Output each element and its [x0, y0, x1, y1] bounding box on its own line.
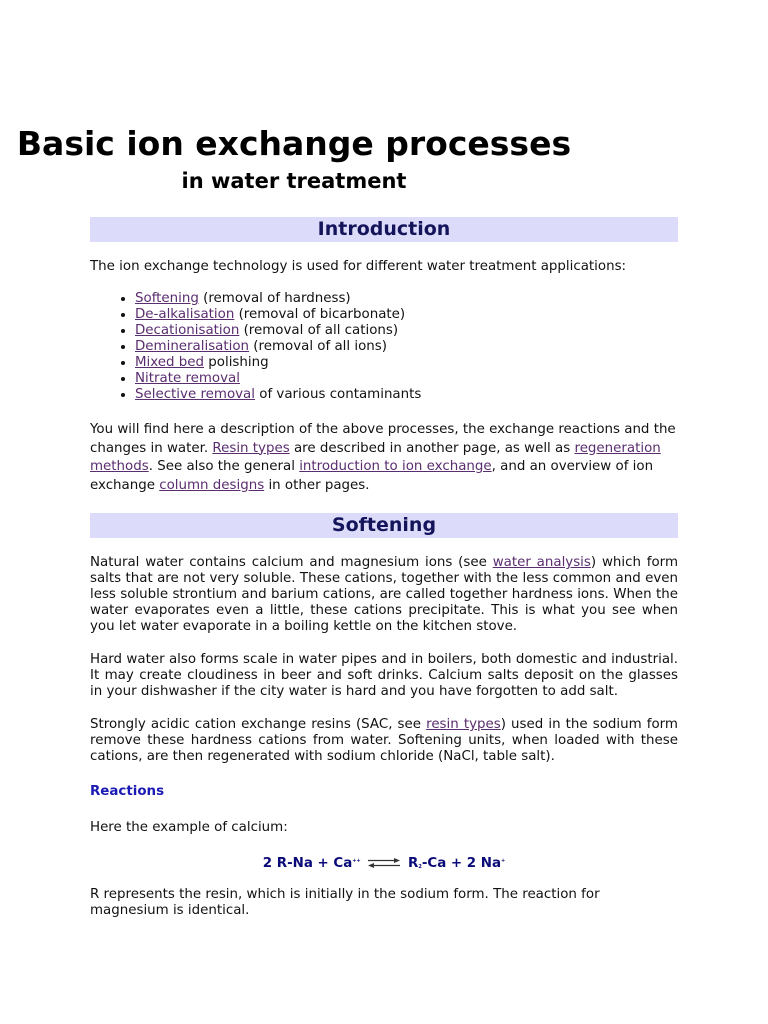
list-item: • Mixed bed polishing: [135, 355, 678, 371]
applications-list: [90, 291, 678, 403]
equilibrium-arrow-icon: [367, 857, 401, 869]
list-item: • Demineralisation (removal of all ions): [135, 339, 678, 355]
softening-paragraph-1: Natural water contains calcium and magnesium ions (see water analysis) which form salts that are not very soluble. These cations, together with the less common and even less soluble strontium and barium cations, are called together hardness ions. When the water evaporates even a little, these cations precipitate. This is what you see when you let water evaporate in a boiling kettle on the kitchen stove.: [90, 555, 678, 634]
page-title: Basic ion exchange processes: [16, 124, 572, 163]
page-subtitle: in water treatment: [181, 169, 407, 193]
link-resin-types[interactable]: Resin types: [212, 440, 290, 456]
softening-paragraph-3: Strongly acidic cation exchange resins (SAC, see resin types) used in the sodium form remove these hardness cations from water. Softening units, when loaded with these cations, are then regenerated with sodium chloride (NaCl, table salt).: [90, 717, 678, 764]
intro-paragraph: You will find here a description of the above processes, the exchange reactions and the changes in water. Resin types are described in another page, as well as regeneration methods. See also the general introduction to ion exchange, and an overview of ion exchange column designs in other pages.: [90, 422, 676, 493]
example-text: Here the example of calcium:: [90, 820, 288, 835]
link-softening[interactable]: Softening: [135, 291, 199, 306]
link-demineralisation[interactable]: Demineralisation: [135, 339, 250, 354]
softening-paragraph-4: R represents the resin, which is initially in the sodium form. The reaction for magnesium is identical.: [90, 887, 600, 918]
reactions-heading: Reactions: [90, 784, 165, 799]
link-de-alkalisation[interactable]: De-alkalisation: [135, 307, 235, 322]
list-item: • Decationisation (removal of all cations): [135, 323, 678, 339]
list-item: • Selective removal of various contaminants: [135, 387, 678, 403]
link-selective-removal[interactable]: Selective removal: [135, 387, 255, 402]
list-item: [135, 371, 678, 387]
link-introduction-to-ion-exchange[interactable]: introduction to ion exchange: [299, 459, 492, 474]
reaction-equation: 2 R-Na + Ca++ $R_2-Ca + 2$ Na+: [262, 856, 506, 871]
link-regeneration-methods[interactable]: regeneration methods: [90, 440, 661, 474]
link-nitrate-removal[interactable]: Nitrate removal: [135, 371, 240, 386]
section-heading-softening: Softening: [90, 513, 678, 538]
softening-paragraph-2: Hard water also forms scale in water pipes and in boilers, both domestic and industrial. It may create cloudiness in beer and soft drinks. Calcium salts deposit on the glasses in your dishwasher if the city water is hard and you have forgotten to add salt.: [90, 652, 678, 699]
link-resin-types-2[interactable]: resin types: [426, 717, 501, 732]
link-water-analysis[interactable]: water analysis: [492, 555, 591, 570]
link-decationisation[interactable]: Decationisation: [135, 323, 240, 338]
link-mixed-bed[interactable]: Mixed bed: [135, 355, 205, 370]
section-heading-introduction: Introduction: [90, 217, 678, 242]
intro-lead: The ion exchange technology is used for different water treatment applications:: [90, 259, 627, 274]
list-item: • Softening (removal of hardness): [135, 291, 678, 307]
link-column-designs[interactable]: column designs: [159, 477, 265, 493]
list-item: • De-alkalisation (removal of bicarbonate): [135, 307, 678, 323]
